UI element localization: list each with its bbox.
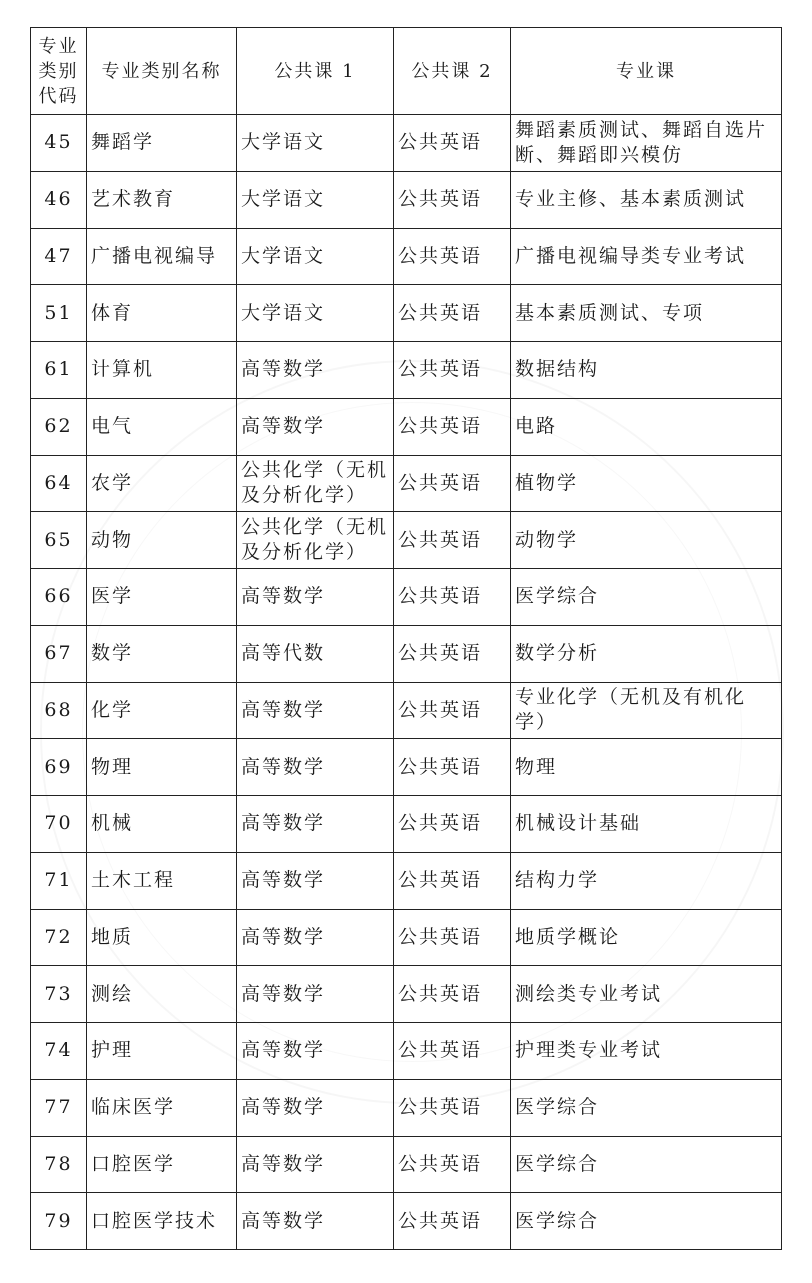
table-row xyxy=(31,1136,782,1193)
cell-public1: 高等数学 xyxy=(237,796,394,853)
cell-code: 62 xyxy=(31,398,87,455)
cell-code: 45 xyxy=(31,115,87,172)
cell-name: 化学 xyxy=(87,682,237,739)
cell-major: 医学综合 xyxy=(511,1136,782,1193)
cell-name: 测绘 xyxy=(87,966,237,1023)
cell-public2: 公共英语 xyxy=(394,1136,511,1193)
cell-public1: 高等数学 xyxy=(237,682,394,739)
cell-public2: 公共英语 xyxy=(394,115,511,172)
cell-major: 植物学 xyxy=(511,455,782,512)
cell-public2: 公共英语 xyxy=(394,398,511,455)
table-row xyxy=(31,398,782,455)
cell-name: 地质 xyxy=(87,909,237,966)
table-row xyxy=(31,1023,782,1080)
cell-public2: 公共英语 xyxy=(394,739,511,796)
header-row xyxy=(31,28,782,115)
cell-public2: 公共英语 xyxy=(394,625,511,682)
table-row xyxy=(31,852,782,909)
cell-public1: 大学语文 xyxy=(237,228,394,285)
cell-public1: 高等代数 xyxy=(237,625,394,682)
cell-code: 65 xyxy=(31,512,87,569)
cell-major: 数据结构 xyxy=(511,342,782,399)
cell-public1: 大学语文 xyxy=(237,115,394,172)
cell-code: 69 xyxy=(31,739,87,796)
cell-code: 66 xyxy=(31,569,87,626)
table-row xyxy=(31,1193,782,1250)
cell-name: 广播电视编导 xyxy=(87,228,237,285)
cell-code: 64 xyxy=(31,455,87,512)
cell-major: 医学综合 xyxy=(511,1193,782,1250)
cell-public1: 高等数学 xyxy=(237,569,394,626)
cell-public1: 高等数学 xyxy=(237,852,394,909)
table-row xyxy=(31,796,782,853)
table-row xyxy=(31,171,782,228)
cell-public2: 公共英语 xyxy=(394,455,511,512)
cell-public2: 公共英语 xyxy=(394,1079,511,1136)
cell-code: 74 xyxy=(31,1023,87,1080)
header-code: 专业类别代码 xyxy=(31,28,87,115)
cell-code: 61 xyxy=(31,342,87,399)
cell-major: 数学分析 xyxy=(511,625,782,682)
table-row xyxy=(31,512,782,569)
cell-code: 73 xyxy=(31,966,87,1023)
cell-major: 机械设计基础 xyxy=(511,796,782,853)
cell-name: 动物 xyxy=(87,512,237,569)
cell-major: 结构力学 xyxy=(511,852,782,909)
cell-name: 物理 xyxy=(87,739,237,796)
cell-code: 71 xyxy=(31,852,87,909)
cell-name: 临床医学 xyxy=(87,1079,237,1136)
table-row xyxy=(31,966,782,1023)
cell-name: 机械 xyxy=(87,796,237,853)
cell-major: 舞蹈素质测试、舞蹈自选片断、舞蹈即兴模仿 xyxy=(511,115,782,172)
cell-public1: 公共化学（无机及分析化学） xyxy=(237,512,394,569)
cell-name: 护理 xyxy=(87,1023,237,1080)
cell-code: 47 xyxy=(31,228,87,285)
table-row xyxy=(31,625,782,682)
cell-code: 68 xyxy=(31,682,87,739)
cell-major: 专业主修、基本素质测试 xyxy=(511,171,782,228)
cell-name: 体育 xyxy=(87,285,237,342)
cell-major: 地质学概论 xyxy=(511,909,782,966)
cell-public1: 高等数学 xyxy=(237,739,394,796)
cell-public1: 高等数学 xyxy=(237,1023,394,1080)
cell-code: 46 xyxy=(31,171,87,228)
cell-major: 医学综合 xyxy=(511,1079,782,1136)
cell-public1: 高等数学 xyxy=(237,342,394,399)
cell-name: 计算机 xyxy=(87,342,237,399)
cell-major: 专业化学（无机及有机化学） xyxy=(511,682,782,739)
cell-public2: 公共英语 xyxy=(394,1193,511,1250)
cell-public1: 高等数学 xyxy=(237,1079,394,1136)
cell-major: 护理类专业考试 xyxy=(511,1023,782,1080)
cell-code: 77 xyxy=(31,1079,87,1136)
cell-public1: 高等数学 xyxy=(237,398,394,455)
table-row xyxy=(31,739,782,796)
cell-code: 72 xyxy=(31,909,87,966)
table-row xyxy=(31,569,782,626)
cell-public2: 公共英语 xyxy=(394,852,511,909)
cell-public2: 公共英语 xyxy=(394,966,511,1023)
header-public1: 公共课 1 xyxy=(237,28,394,115)
cell-name: 数学 xyxy=(87,625,237,682)
table-row xyxy=(31,909,782,966)
cell-major: 物理 xyxy=(511,739,782,796)
cell-name: 艺术教育 xyxy=(87,171,237,228)
cell-name: 口腔医学 xyxy=(87,1136,237,1193)
cell-public1: 高等数学 xyxy=(237,966,394,1023)
cell-name: 医学 xyxy=(87,569,237,626)
cell-public1: 大学语文 xyxy=(237,285,394,342)
cell-public2: 公共英语 xyxy=(394,796,511,853)
cell-code: 51 xyxy=(31,285,87,342)
header-major: 专业课 xyxy=(511,28,782,115)
cell-major: 测绘类专业考试 xyxy=(511,966,782,1023)
cell-code: 79 xyxy=(31,1193,87,1250)
cell-public1: 公共化学（无机及分析化学） xyxy=(237,455,394,512)
cell-code: 67 xyxy=(31,625,87,682)
cell-public1: 高等数学 xyxy=(237,909,394,966)
cell-public2: 公共英语 xyxy=(394,285,511,342)
cell-major: 电路 xyxy=(511,398,782,455)
cell-code: 78 xyxy=(31,1136,87,1193)
cell-name: 舞蹈学 xyxy=(87,115,237,172)
cell-major: 医学综合 xyxy=(511,569,782,626)
table-row xyxy=(31,455,782,512)
cell-major: 动物学 xyxy=(511,512,782,569)
table-row xyxy=(31,342,782,399)
cell-name: 土木工程 xyxy=(87,852,237,909)
cell-name: 农学 xyxy=(87,455,237,512)
exam-subjects-table xyxy=(30,27,782,1250)
cell-name: 电气 xyxy=(87,398,237,455)
table-row xyxy=(31,682,782,739)
cell-major: 广播电视编导类专业考试 xyxy=(511,228,782,285)
header-name: 专业类别名称 xyxy=(87,28,237,115)
cell-public2: 公共英语 xyxy=(394,682,511,739)
header-public2: 公共课 2 xyxy=(394,28,511,115)
cell-public2: 公共英语 xyxy=(394,512,511,569)
table-row xyxy=(31,285,782,342)
cell-public1: 高等数学 xyxy=(237,1136,394,1193)
table-row xyxy=(31,1079,782,1136)
cell-public2: 公共英语 xyxy=(394,569,511,626)
cell-name: 口腔医学技术 xyxy=(87,1193,237,1250)
cell-public1: 大学语文 xyxy=(237,171,394,228)
cell-public2: 公共英语 xyxy=(394,909,511,966)
cell-public2: 公共英语 xyxy=(394,342,511,399)
cell-public2: 公共英语 xyxy=(394,171,511,228)
cell-public2: 公共英语 xyxy=(394,228,511,285)
cell-public1: 高等数学 xyxy=(237,1193,394,1250)
table-row xyxy=(31,115,782,172)
cell-code: 70 xyxy=(31,796,87,853)
cell-major: 基本素质测试、专项 xyxy=(511,285,782,342)
cell-public2: 公共英语 xyxy=(394,1023,511,1080)
table-row xyxy=(31,228,782,285)
